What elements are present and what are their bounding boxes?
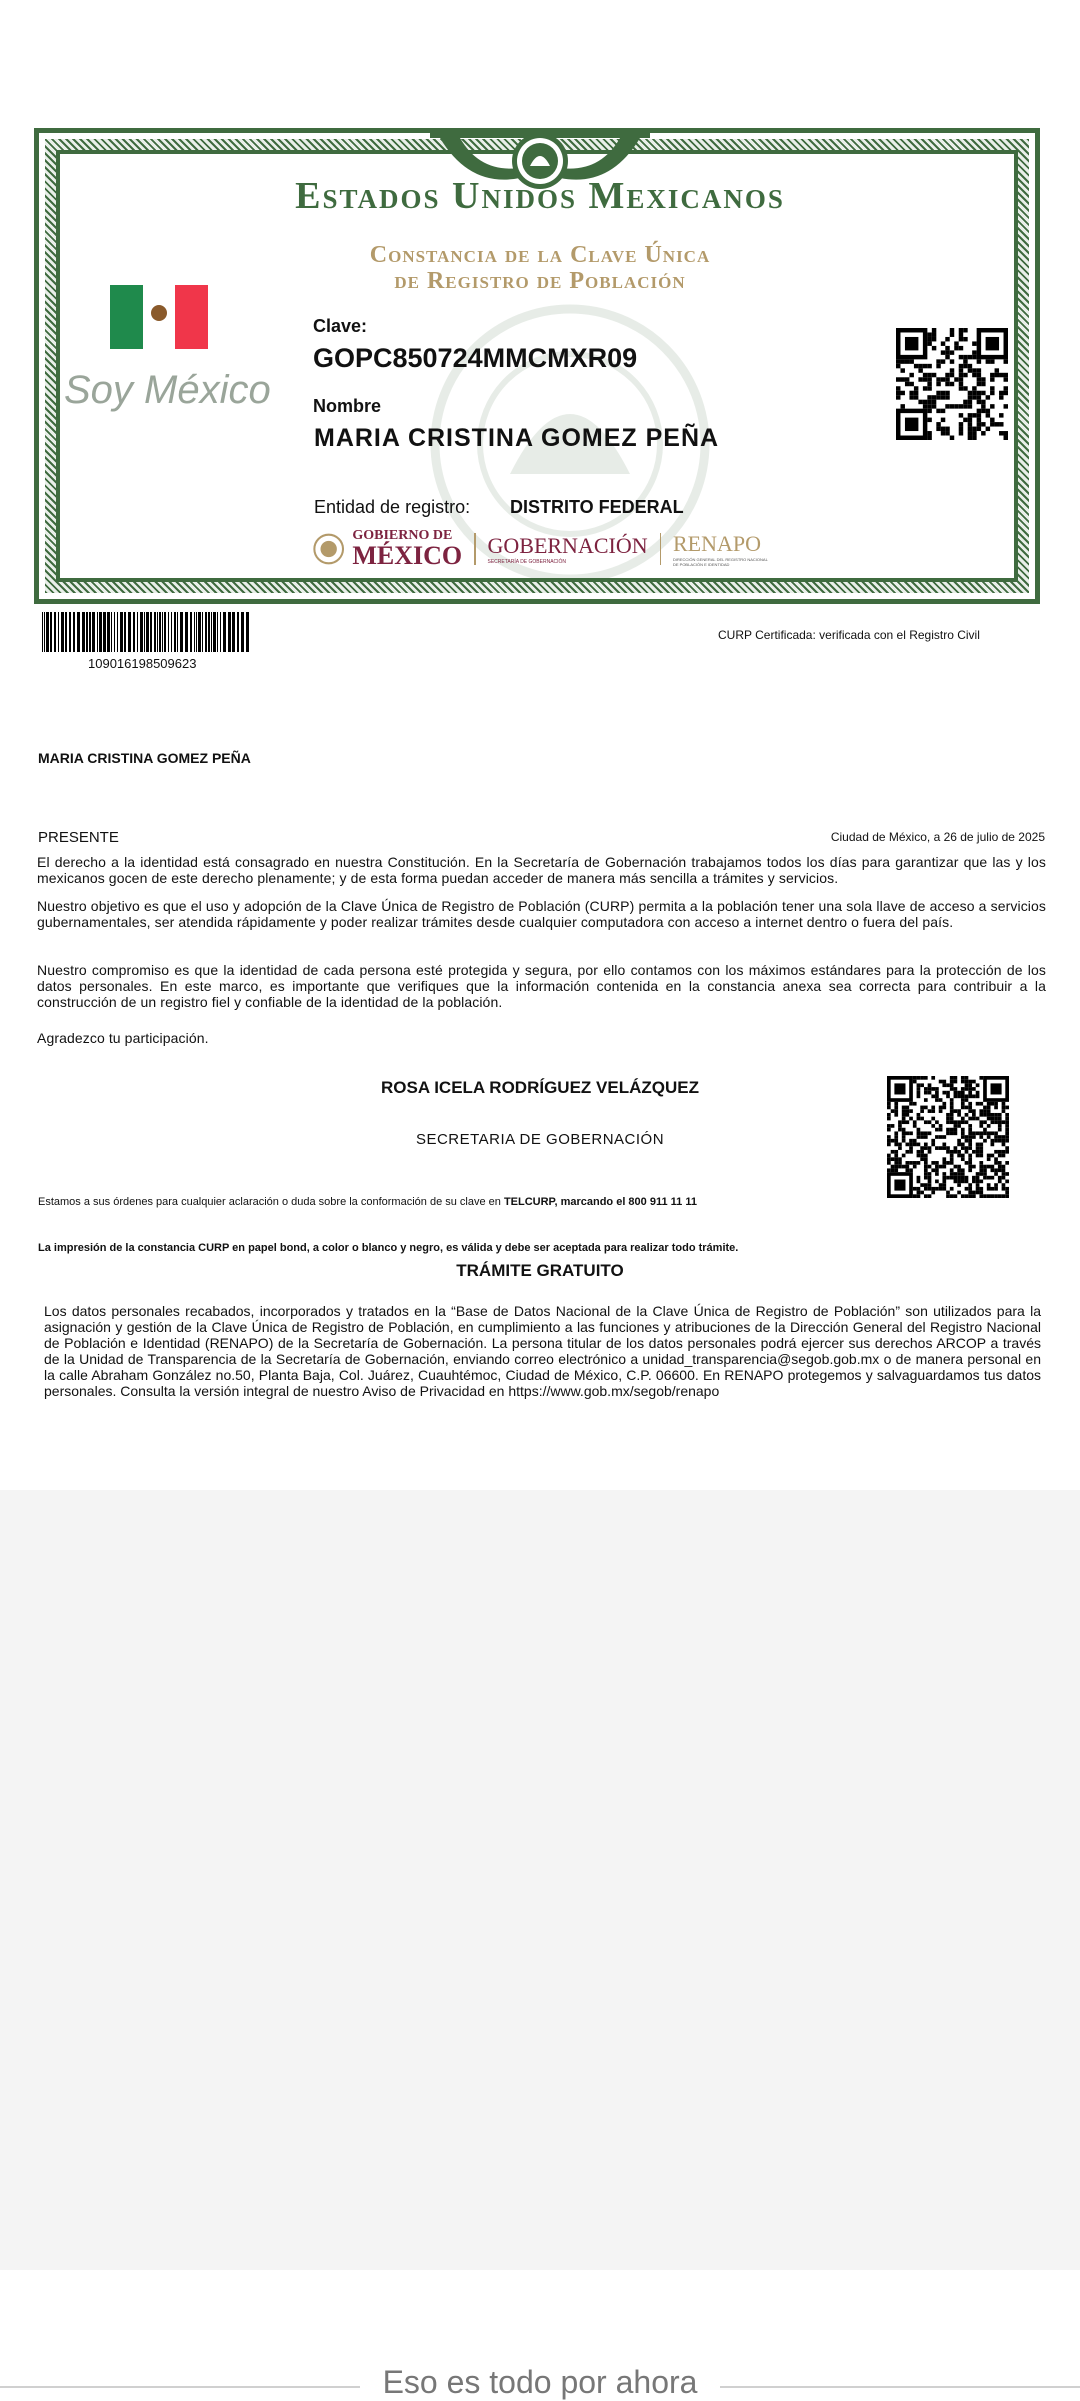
contact-line [38, 1196, 697, 1208]
letter-place-date: Ciudad de México, a 26 de julio de 2025 [830, 830, 1045, 844]
blank-page-area [0, 1490, 1080, 2270]
tramite-gratuito-title: TRÁMITE GRATUITO [456, 1261, 624, 1280]
letter-paragraph-4: Agradezco tu participación. [37, 1030, 209, 1046]
contact-phone: TELCURP, marcando el 800 911 11 11 [503, 1196, 697, 1208]
letter-qr-code [887, 1076, 1009, 1198]
gobierno-mexico-logo [352, 529, 462, 569]
letter-paragraph-2: Nuestro objetivo es que el uso y adopción de la Clave Única de Registro de Población (CURP) permita a la población tener una sola llave de acceso a servicios gubernamentales, ser atendida rápidamente y poder realizar trámites desde cualquier computadora con acceso a internet dentro o fuera del país. [37, 898, 1046, 930]
logo-gob-a: GOBIERNO DE [352, 528, 453, 543]
privacy-notice: Los datos personales recabados, incorporados y tratados en la “Base de Datos Nacional de la Clave Única de Registro de Población” son utilizados para la asignación y gestión de la Clave Única de Registro de Población, en cumplimiento a las funciones y atribuciones de la Dirección General del Registro Nacional de Población e Identidad (RENAPO) de la Secretaría de Gobernación. La persona titular de los datos personales podrá ejercer sus derechos ARCOP a través de la Unidad de Transparencia de la Secretaría de Gobernación, enviando correo electrónico a unidad_transparencia@segob.gob.mx o de manera personal en la calle Abraham González no.50, Planta Baja, Col. Juárez, Cuauhtémoc, Ciudad de México, C.P. 06600. En RENAPO protegemos y salvaguardamos tus datos personales. Consulta la versión integral de nuestro Aviso de Privacidad en https://www.gob.mx/segob/renapo [44, 1303, 1041, 1399]
barcode [42, 612, 252, 652]
gobernacion-logo [488, 533, 648, 565]
mexico-flag-icon [110, 285, 208, 349]
soy-mexico-text: Soy México [64, 368, 271, 412]
signer-title: SECRETARIA DE GOBERNACIÓN [415, 1131, 665, 1148]
certificate-title: Estados Unidos Mexicanos [295, 175, 785, 217]
print-validity-note: La impresión de la constancia CURP en papel bond, a color o blanco y negro, es válida y debe ser aceptada para realizar todo trámite. [38, 1242, 739, 1254]
logo-gob-b: MÉXICO [352, 541, 463, 570]
nombre-value: MARIA CRISTINA GOMEZ PEÑA [314, 424, 720, 452]
nombre-label: Nombre [313, 396, 382, 416]
letter-paragraph-1: El derecho a la identidad está consagrado en nuestra Constitución. En la Secretaría de Gobernación trabajamos todos los días para garantizar que las y los mexicanos gocen de este derecho plenamente; y de esta forma puedan acceder de manera más sencilla a trámites y servicios. [37, 854, 1046, 886]
certificate-subtitle-2: de Registro de Población [394, 268, 686, 294]
logo-renapo: RENAPO [672, 531, 761, 556]
logo-gobernacion-sub: SECRETARÍA DE GOBERNACIÓN [487, 559, 567, 565]
certificate-qr-code [896, 328, 1008, 440]
contact-prefix: Estamos a sus órdenes para cualquier aclaración o duda sobre la conformación de su clave en [38, 1196, 504, 1208]
end-of-content-message: Eso es todo por ahora [382, 2364, 698, 2400]
signer-name: ROSA ICELA RODRÍGUEZ VELÁZQUEZ [381, 1078, 699, 1097]
entidad-label: Entidad de registro: [314, 497, 471, 517]
certificate-subtitle-1: Constancia de la Clave Única [369, 242, 711, 268]
letter-presente: PRESENTE [38, 829, 119, 846]
barcode-number: 109016198509623 [88, 656, 197, 671]
government-logos [313, 524, 773, 574]
certified-note: CURP Certificada: verificada con el Registro Civil [718, 628, 980, 642]
logo-renapo-sub: DIRECCIÓN GENERAL DEL REGISTRO NACIONAL DE POBLACIÓN E IDENTIDAD [672, 557, 768, 567]
gobierno-mexico-emblem-icon [313, 526, 344, 572]
logo-gobernacion: GOBERNACIÓN [487, 533, 648, 558]
clave-value: GOPC850724MMCMXR09 [313, 343, 638, 373]
letter-recipient: MARIA CRISTINA GOMEZ PEÑA [38, 750, 251, 766]
renapo-logo [673, 531, 773, 567]
letter-paragraph-3: Nuestro compromiso es que la identidad de cada persona esté protegida y segura, por ello contamos con los máximos estándares para la protección de los datos personales. En este marco, es importante que verifiques que la información contenida en la constancia anexa sea correcta para contribuir a la construcción de un registro fiel y confiable de la identidad de la población. [37, 962, 1046, 1010]
entidad-value: DISTRITO FEDERAL [510, 497, 684, 517]
clave-label: Clave: [313, 316, 368, 336]
